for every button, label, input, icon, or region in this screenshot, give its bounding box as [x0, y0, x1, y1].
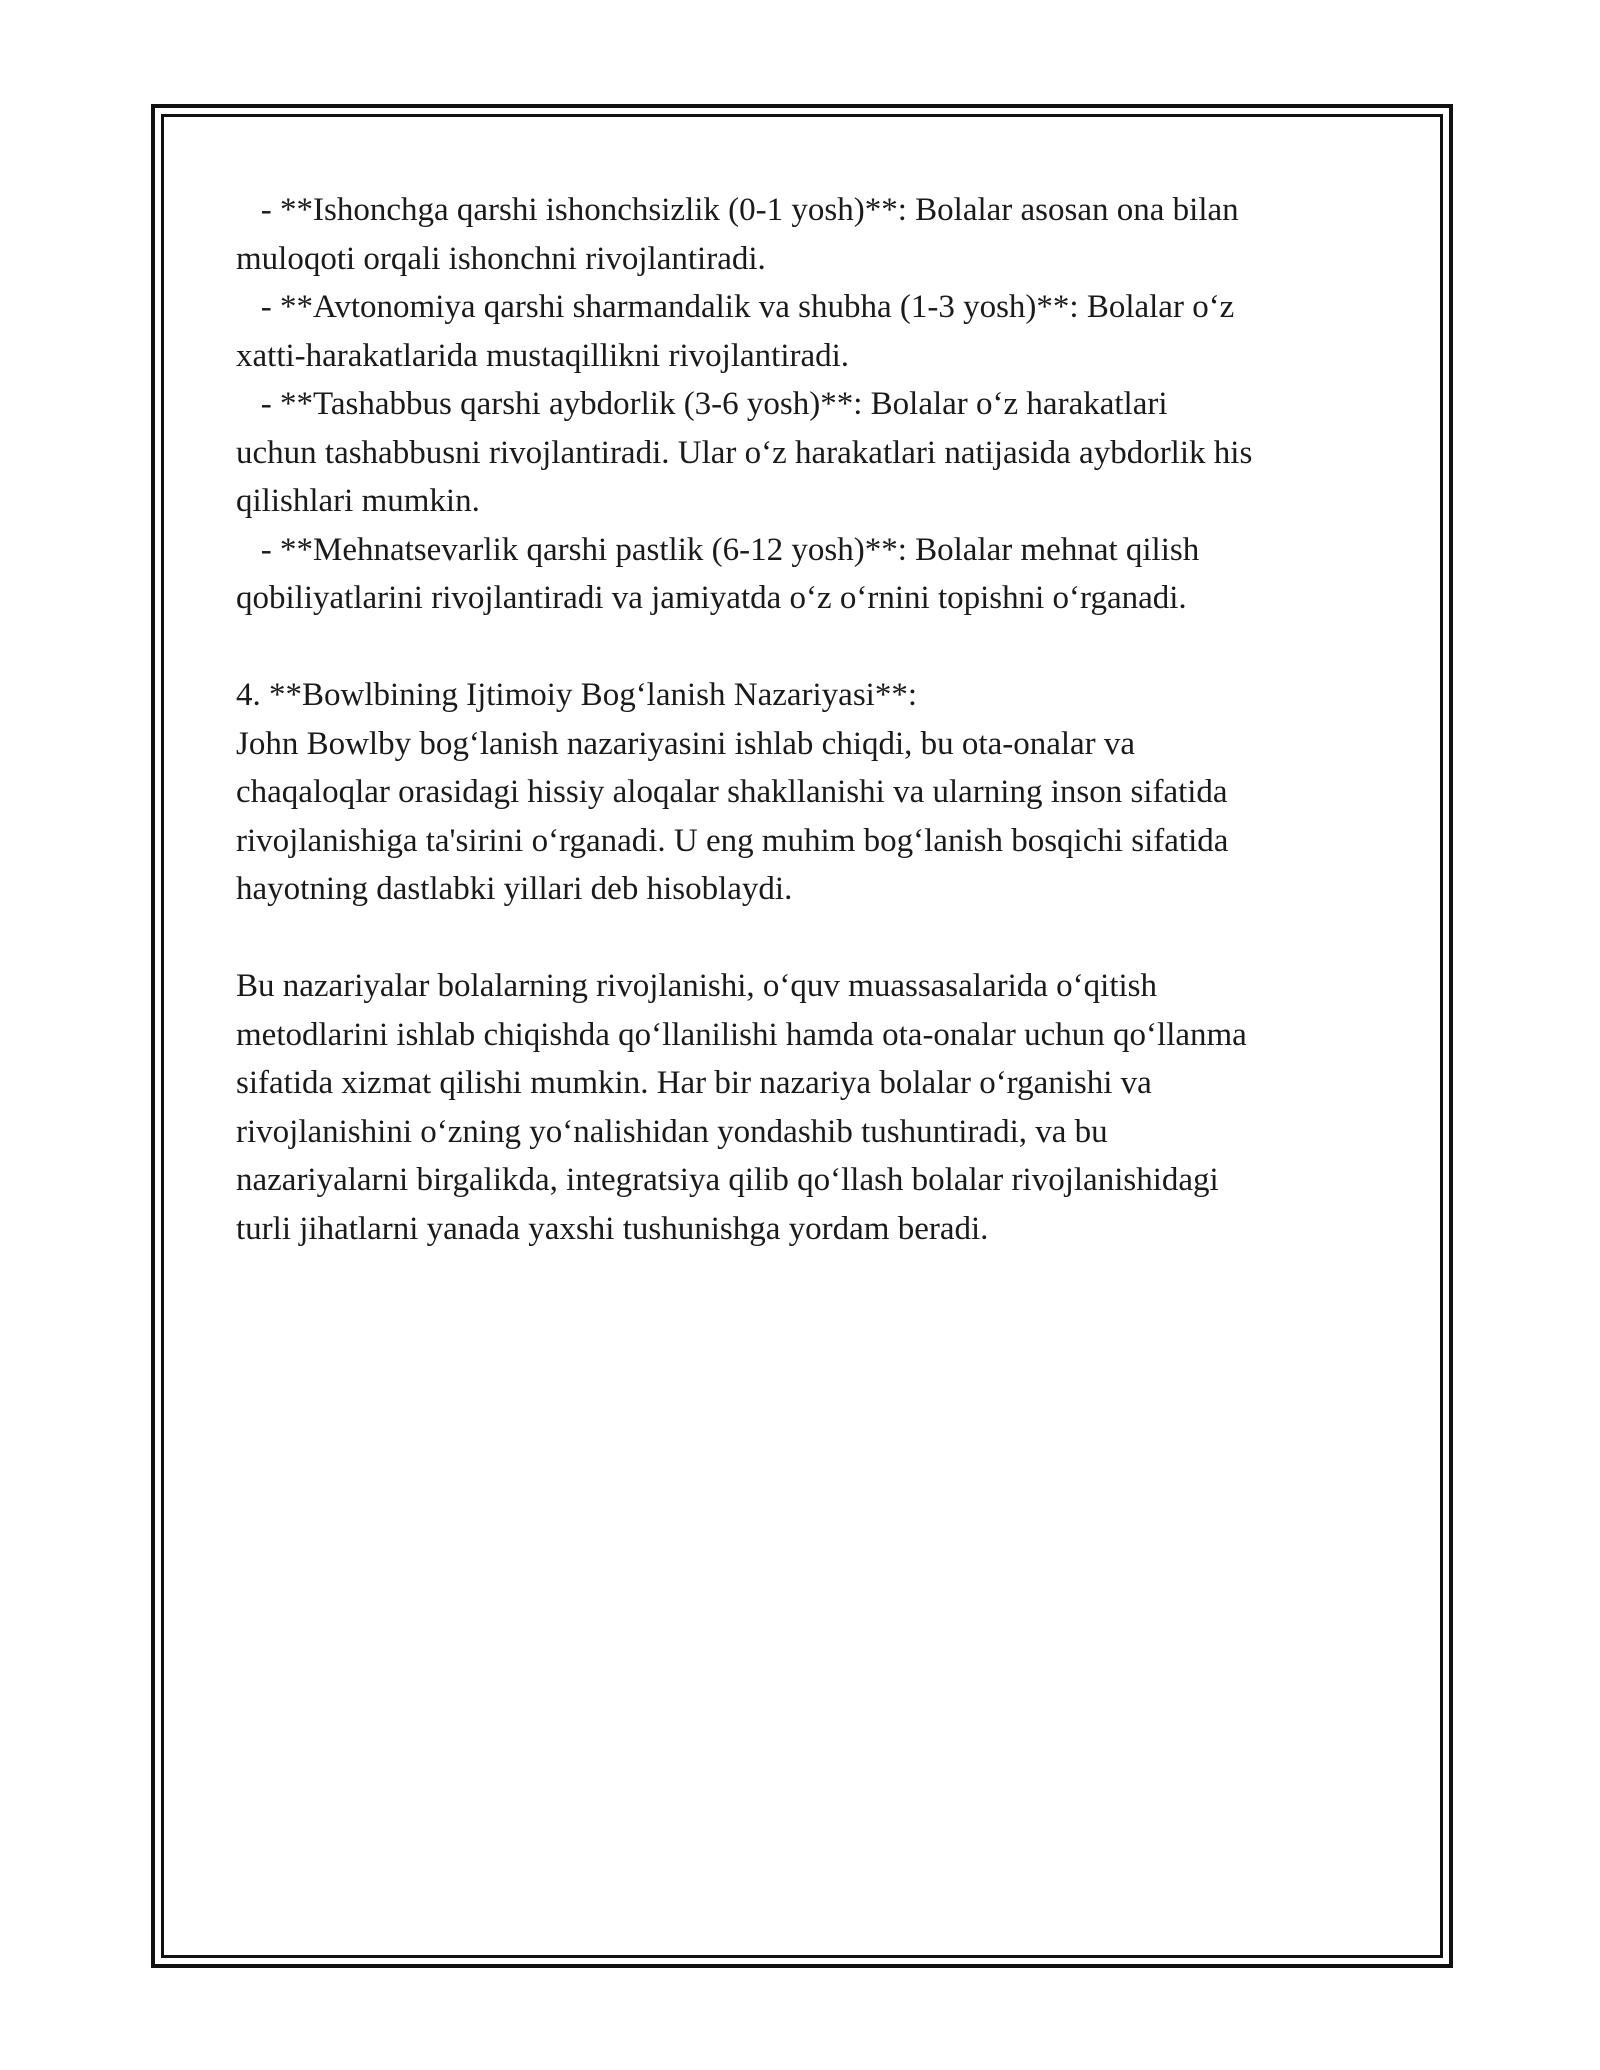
bowlby-text-line-1: John Bowlby bog‘lanish nazariyasini ishlab chiqdi, bu ota-onalar va — [236, 725, 1136, 762]
paragraph-gap — [236, 623, 1376, 672]
conclusion-line-1: Bu nazariyalar bolalarning rivojlanishi, o‘quv muassasalarida o‘qitish — [236, 968, 1158, 1004]
bowlby-text-line-3: rivojlanishiga ta'sirini o‘rganadi. U eng muhim bog‘lanish bosqichi sifatida — [236, 822, 1229, 859]
bowlby-text-line-2: chaqaloqlar orasidagi hissiy aloqalar shakllanishi va ularning inson sifatida — [236, 774, 1228, 810]
erikson-stage-1-line-2: muloqoti orqali ishonchni rivojlantiradi. — [236, 240, 766, 277]
erikson-stage-2-line-1: - **Avtonomiya qarshi sharmandalik va shubha (1-3 yosh)**: Bolalar o‘z — [236, 289, 1235, 325]
document-body — [236, 186, 1376, 1253]
conclusion-line-2: metodlarini ishlab chiqishda qo‘llanilishi hamda ota-onalar uchun qo‘llanma — [236, 1016, 1247, 1053]
erikson-stage-1-line-1: - **Ishonchga qarshi ishonchsizlik (0-1 yosh)**: Bolalar asosan ona bilan — [236, 192, 1239, 228]
paragraph-gap — [236, 914, 1376, 963]
erikson-stage-4-line-2: qobiliyatlarini rivojlantiradi va jamiyatda o‘z o‘rnini topishni o‘rganadi. — [236, 580, 1187, 616]
conclusion-line-5: nazariyalarni birgalikda, integratsiya qilib qo‘llash bolalar rivojlanishidagi — [236, 1162, 1219, 1198]
erikson-stage-3-line-3: qilishlari mumkin. — [236, 483, 480, 519]
conclusion-line-3: sifatida xizmat qilishi mumkin. Har bir nazariya bolalar o‘rganishi va — [236, 1065, 1152, 1101]
conclusion-line-4: rivojlanishini o‘zning yo‘nalishidan yondashib tushuntiradi, va bu — [236, 1113, 1108, 1150]
bowlby-text-line-4: hayotning dastlabki yillari deb hisoblaydi. — [236, 871, 793, 907]
erikson-stage-2-line-2: xatti-harakatlarida mustaqillikni rivojlantiradi. — [236, 337, 850, 374]
erikson-stage-4-line-1: - **Mehnatsevarlik qarshi pastlik (6-12 yosh)**: Bolalar mehnat qilish — [236, 531, 1200, 568]
erikson-stage-3-line-2: uchun tashabbusni rivojlantiradi. Ular o‘z harakatlari natijasida aybdorlik his — [236, 434, 1253, 471]
conclusion-line-6: turli jihatlarni yanada yaxshi tushunishga yordam beradi. — [236, 1210, 989, 1247]
erikson-stage-3-line-1: - **Tashabbus qarshi aybdorlik (3-6 yosh)**: Bolalar o‘z harakatlari — [236, 386, 1168, 422]
bowlby-heading: 4. **Bowlbining Ijtimoiy Bog‘lanish Nazariyasi**: — [236, 677, 918, 713]
